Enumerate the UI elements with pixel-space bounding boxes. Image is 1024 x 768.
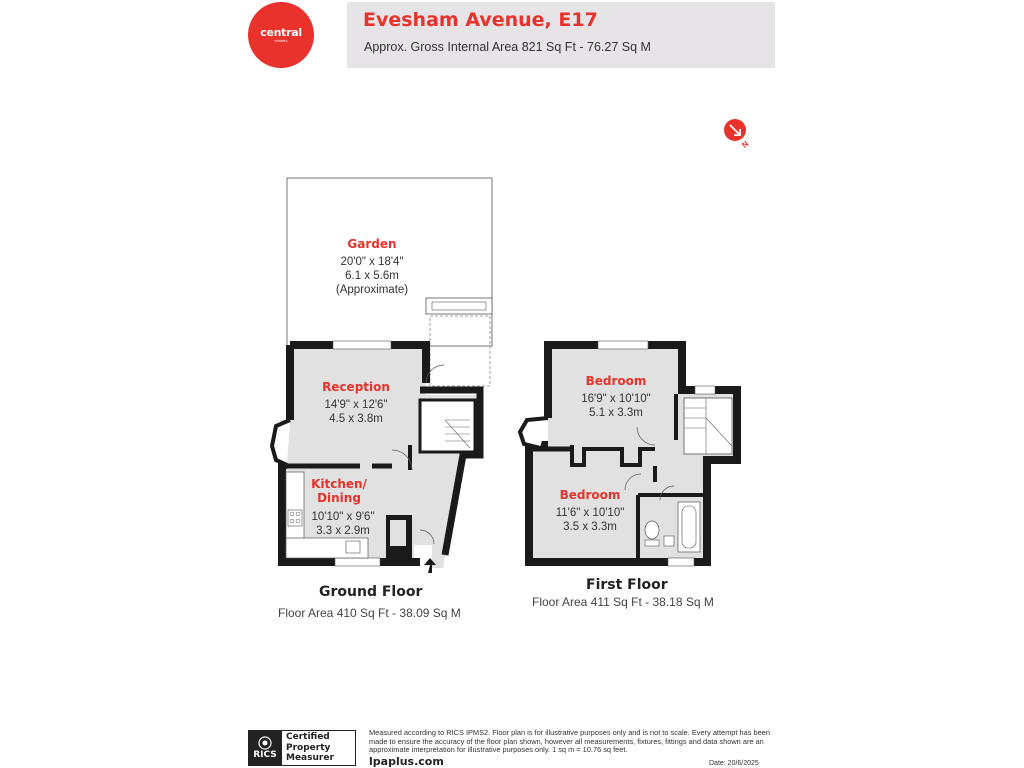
- gross-area: Approx. Gross Internal Area 821 Sq Ft - 76.27 Sq M: [364, 40, 651, 54]
- garden-metric: 6.1 x 5.6m: [345, 270, 399, 282]
- ground-floor-title: Ground Floor: [319, 584, 423, 600]
- svg-text:N: N: [740, 139, 751, 150]
- rics-badge: [248, 730, 356, 766]
- room-label-reception: [322, 380, 390, 425]
- cert-line-3: Measurer: [286, 753, 334, 763]
- room-label-bedroom-2: [556, 488, 625, 533]
- rics-emblem-icon: [258, 736, 272, 750]
- garden-name: Garden: [347, 237, 397, 251]
- kitchen-metric: 3.3 x 2.9m: [316, 525, 370, 537]
- plan-date: Date: 20/6/2025: [709, 760, 759, 767]
- ground-floor-plan: [272, 341, 480, 573]
- bedroom1-metric: 5.1 x 3.3m: [589, 407, 643, 419]
- compass-icon: [724, 119, 751, 150]
- first-floor-title: First Floor: [586, 577, 668, 593]
- reception-name: Reception: [322, 380, 390, 394]
- website-link[interactable]: lpaplus.com: [369, 755, 444, 768]
- reception-metric: 4.5 x 3.8m: [329, 413, 383, 425]
- brand-name: central: [260, 26, 302, 39]
- bedroom2-name: Bedroom: [559, 488, 621, 502]
- rics-logo: [248, 730, 282, 766]
- bedroom1-imperial: 16'9" x 10'10": [581, 393, 651, 405]
- garden-imperial: 20'0" x 18'4": [340, 256, 404, 268]
- bedroom2-metric: 3.5 x 3.3m: [563, 521, 617, 533]
- kitchen-name-line1: Kitchen/: [311, 477, 367, 491]
- bedroom2-imperial: 11'6" x 10'10": [555, 507, 625, 519]
- reception-imperial: 14'9" x 12'6": [324, 399, 388, 411]
- room-label-bedroom-1: [581, 374, 650, 419]
- page-title: Evesham Avenue, E17: [363, 9, 598, 31]
- garden-note: (Approximate): [335, 284, 409, 296]
- kitchen-imperial: 10'10" x 9'6": [311, 511, 375, 523]
- cert-line-1: Certified: [286, 732, 330, 742]
- cert-line-2: Property: [286, 742, 331, 753]
- kitchen-name-line2: Dining: [317, 491, 361, 505]
- ground-floor-area: Floor Area 410 Sq Ft - 38.09 Sq M: [278, 606, 461, 620]
- first-floor-area: Floor Area 411 Sq Ft - 38.18 Sq M: [532, 595, 714, 609]
- disclaimer-text: Measured according to RICS IPMS2. Floor plan is for illustrative purposes only and is not to scale. Every attempt has been made to ensure the accuracy of the floor plan shown, however all measurements, fixtures, fittings and data shown are an approximate interpretation for illustrative purposes only. 1 sq m = 10.76 sq feet.: [369, 728, 770, 755]
- brand-sub: estates: [274, 38, 288, 43]
- rics-label: RICS: [253, 750, 277, 760]
- certified-measurer-label: [282, 730, 356, 766]
- bedroom1-name: Bedroom: [585, 374, 647, 388]
